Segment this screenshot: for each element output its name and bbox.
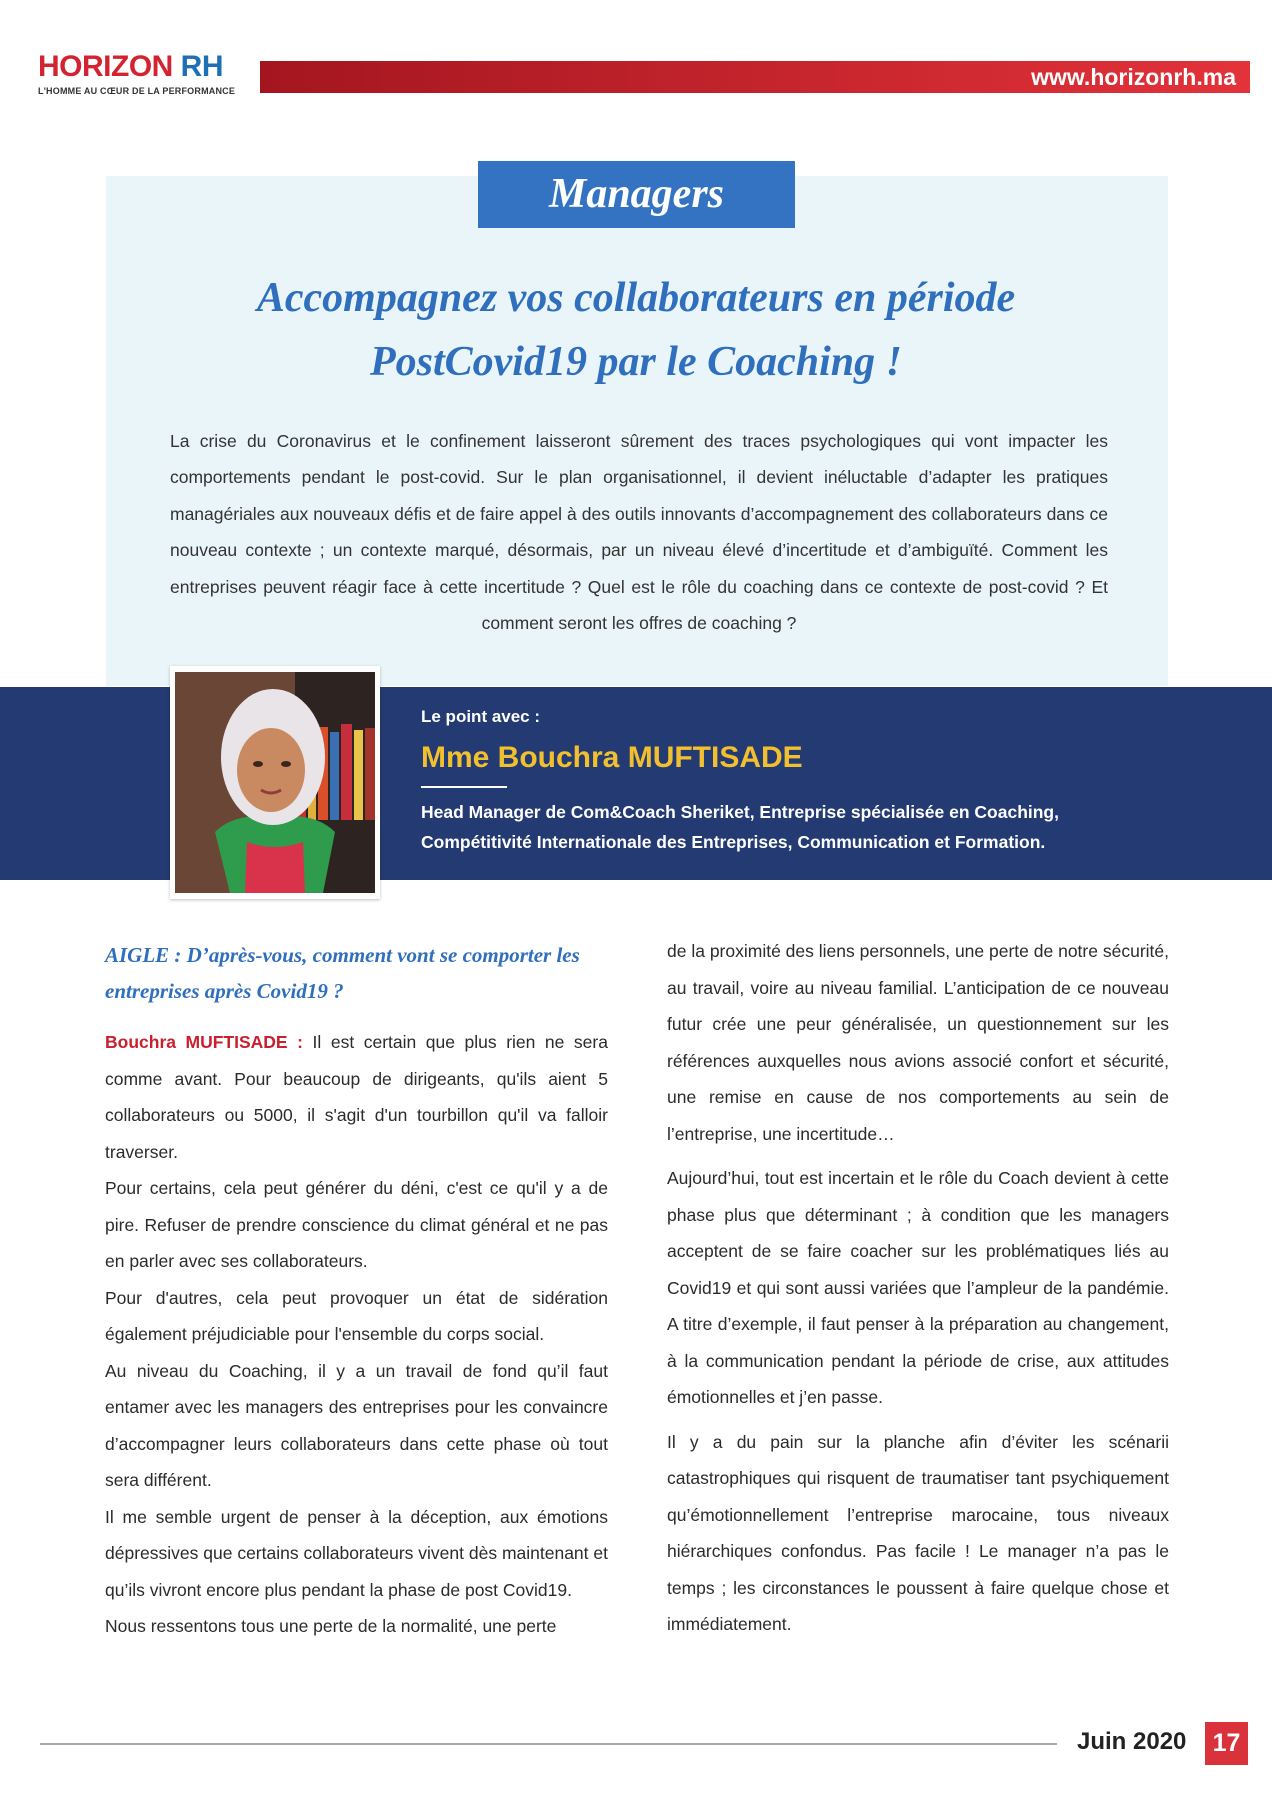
answer-paragraph: Il y a du pain sur la planche afin d’éviter les scénarii catastrophiques qui risquent de traumatiser tant psychiquement qu’émotionnellement l’entreprise marocaine, tous niveaux hiérarchiques confondus. Pas facile ! Le manager n’a pas le temps ; les circonstances le poussent à faire quelque chose et immédiatement.: [667, 1431, 1169, 1634]
interview-label: Le point avec :: [421, 707, 541, 726]
footer-rule: [40, 1743, 1057, 1745]
section-badge: Managers: [478, 161, 795, 228]
answer-paragraph: Il me semble urgent de penser à la déception, aux émotions dépressives que certains collaborateurs vivent dès maintenant et qu’ils vivront encore plus pendant la phase de post Covid19.: [105, 1506, 608, 1600]
article-column-left: [105, 1024, 608, 1645]
role-line-2: Compétitivité Internationale des Entreprises, Communication et Formation.: [421, 832, 1046, 852]
answer-paragraph: Au niveau du Coaching, il y a un travail de fond qu’il faut entamer avec les managers des entreprises pour les convaincre d’accompagner leurs collaborateurs dans cette phase où tout sera différent.: [105, 1360, 608, 1490]
portrait-frame: [170, 666, 380, 899]
answer-paragraph: Pour certains, cela peut générer du déni, c'est ce qu'il y a de pire. Refuser de prendre conscience du climat général et ne pas en parler avec ses collaborateurs.: [105, 1178, 608, 1271]
headline-line-2: PostCovid19 par le Coaching !: [369, 339, 903, 385]
page-number: 17: [1205, 1722, 1248, 1765]
logo-main: HORIZON: [38, 50, 173, 83]
intro-lead: La crise du Coronavirus et le confinement laisseront sûrement des traces psychologiques qui vont impacter les comportements pendant le post-covid. Sur le plan organisationnel, il devient inéluctable d’adapter les pratiques managériales aux nouveaux défis et de faire appel à des outils innovants d’accompagnement des collaborateurs dans ce nouveau contexte ; un contexte marqué, désormais, par un niveau élevé d’incertitude et d’ambiguïté. Comment les entreprises peuvent réagir face à cette incertitude ? Quel est le rôle du coaching dans ce contexte de post-covid ? Et comment seront les offres de coaching ?: [170, 431, 1108, 634]
interview-question: AIGLE : D’après-vous, comment vont se comporter les entreprises après Covid19 ?: [105, 943, 580, 1003]
interviewee-name: Mme Bouchra MUFTISADE: [421, 741, 803, 774]
speaker-name: Bouchra MUFTISADE :: [105, 1032, 303, 1052]
article-headline: [200, 266, 1072, 394]
answer-paragraph: de la proximité des liens personnels, une perte de notre sécurité, au travail, voire au niveau familial. L’anticipation de ce nouveau futur crée une peur généralisée, un questionnement sur les références auxquelles nous avions associé confort et sécurité, une remise en cause de nos comportements au sein de l’entreprise, une incertitude…: [667, 941, 1169, 1144]
interviewee-role: [421, 797, 1181, 857]
website-link[interactable]: www.horizonrh.ma: [1031, 64, 1236, 90]
article-column-right: [667, 933, 1169, 1643]
issue-date: Juin 2020: [1077, 1728, 1187, 1755]
answer-paragraph: Nous ressentons tous une perte de la normalité, une perte: [105, 1616, 557, 1636]
logo-tagline: L'HOMME AU CŒUR DE LA PERFORMANCE: [38, 86, 236, 96]
portrait-illustration: [175, 672, 375, 893]
header-bar: [260, 61, 1250, 93]
answer-paragraph: Pour d'autres, cela peut provoquer un état de sidération également préjudiciable pour l'ensemble du corps social.: [105, 1287, 608, 1344]
answer-paragraph: Aujourd’hui, tout est incertain et le rôle du Coach devient à cette phase plus que déterminant ; à condition que les managers acceptent de se faire coacher sur les problématiques liés au Covid19 et qui sont aussi variées que l’ampleur de la pandémie. A titre d’exemple, il faut penser à la préparation au changement, à la communication pendant la période de crise, aux attitudes émotionnelles et j’en passe.: [667, 1168, 1169, 1407]
answer-text: Il est certain que plus rien ne sera comme avant. Pour beaucoup de dirigeants, qu'ils aient 5 collaborateurs ou 5000, il s'agit d'un tourbillon qu'il va falloir traverser.: [105, 1032, 608, 1162]
logo: [38, 52, 223, 82]
answer-paragraph: [105, 1024, 608, 1170]
portrait-photo: [175, 672, 375, 893]
role-line-1: Head Manager de Com&Coach Sheriket, Entreprise spécialisée en Coaching,: [421, 802, 1059, 822]
logo-accent: RH: [180, 50, 224, 83]
name-divider: [421, 786, 507, 788]
headline-line-1: Accompagnez vos collaborateurs en période: [256, 275, 1016, 321]
